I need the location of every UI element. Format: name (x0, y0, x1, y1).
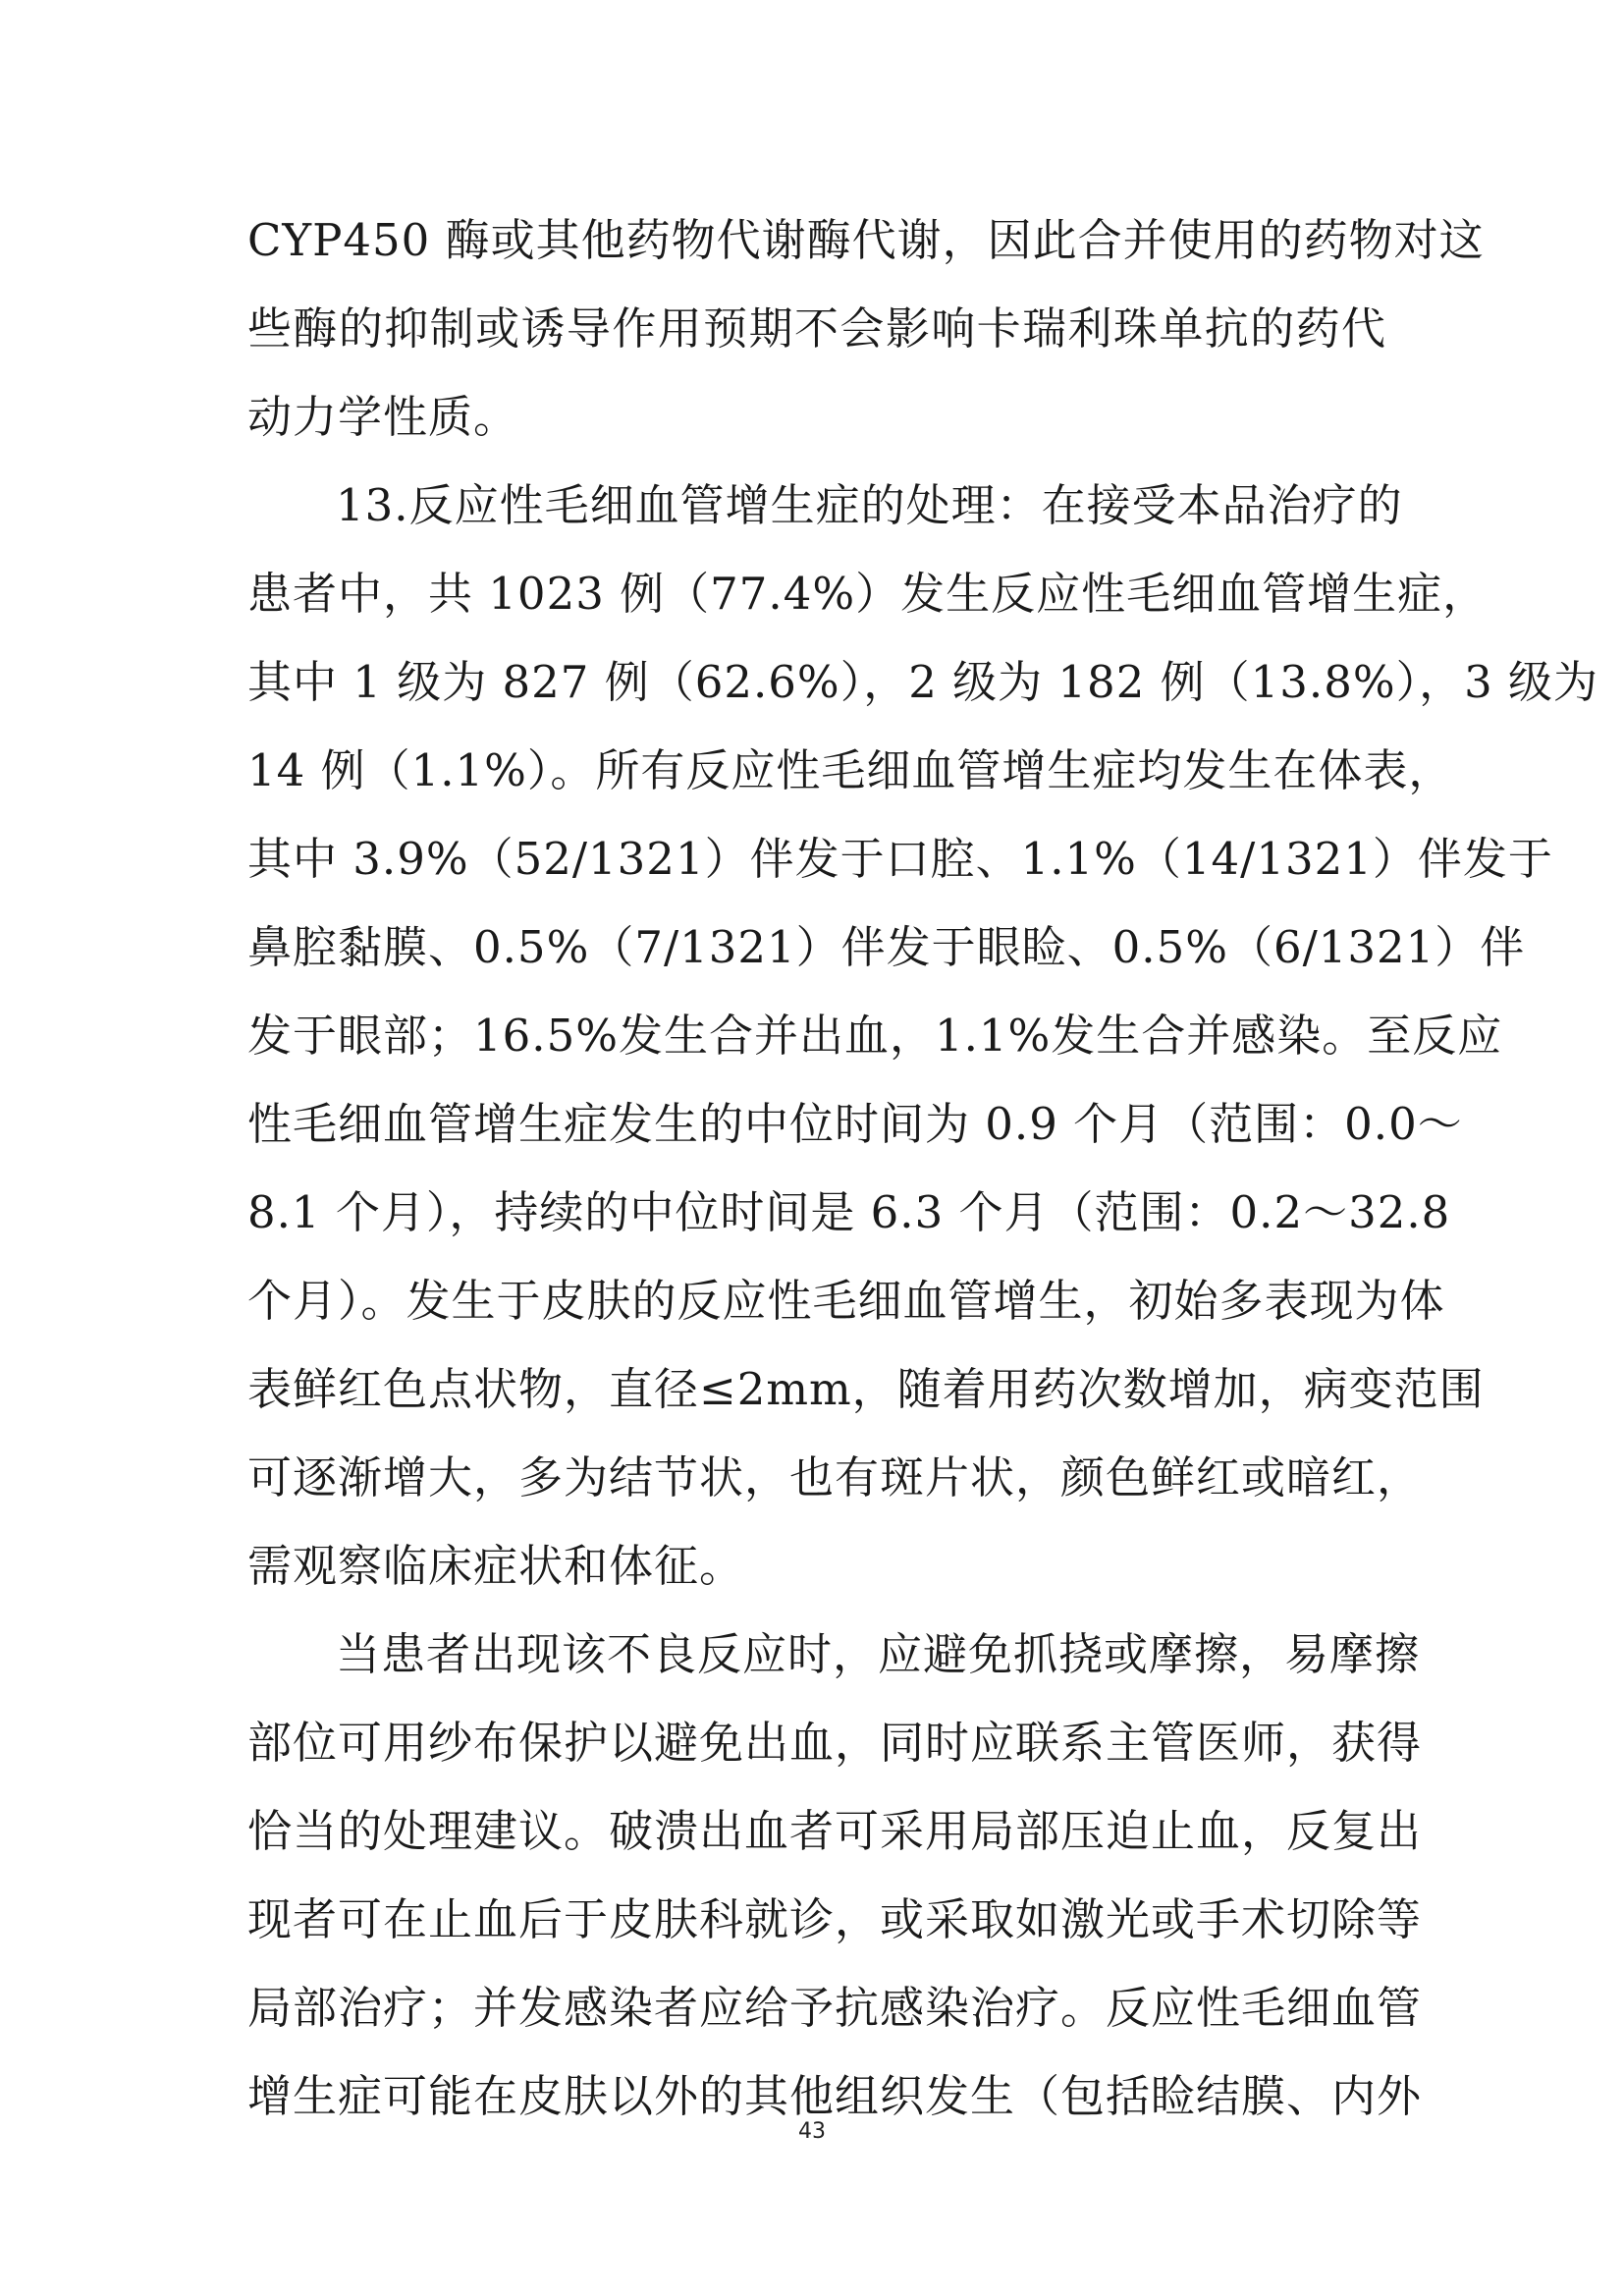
text-line: 些酶的抑制或诱导作用预期不会影响卡瑞利珠单抗的药代 (247, 302, 1386, 355)
text-line: 表鲜红色点状物，直径≤2mm，随着用药次数增加，病变范围 (247, 1363, 1485, 1415)
paragraph-first-line: 当患者出现该不良反应时，应避免抓挠或摩擦，易摩擦 (336, 1628, 1421, 1680)
text-line: 14 例（1.1%）。所有反应性毛细血管增生症均发生在体表， (247, 744, 1454, 796)
text-line: 患者中，共 1023 例（77.4%）发生反应性毛细血管增生症， (247, 568, 1489, 620)
text-line: 其中 3.9%（52/1321）伴发于口腔、1.1%（14/1321）伴发于 (247, 833, 1553, 885)
text-line: 可逐渐增大，多为结节状，也有斑片状，颜色鲜红或暗红， (247, 1451, 1423, 1503)
paragraph-first-line: 13.反应性毛细血管增生症的处理：在接受本品治疗的 (336, 479, 1403, 531)
text-line: 增生症可能在皮肤以外的其他组织发生（包括睑结膜、内外 (247, 2070, 1423, 2122)
text-line: 性毛细血管增生症发生的中位时间为 0.9 个月（范围：0.0～ (247, 1098, 1463, 1150)
text-line: 动力学性质。 (247, 391, 519, 443)
text-line: 局部治疗；并发感染者应给予抗感染治疗。反应性毛细血管 (247, 1982, 1423, 2034)
text-line: 个月）。发生于皮肤的反应性毛细血管增生，初始多表现为体 (247, 1275, 1445, 1327)
text-line: 鼻腔黏膜、0.5%（7/1321）伴发于眼睑、0.5%（6/1321）伴 (247, 921, 1526, 973)
text-line: 现者可在止血后于皮肤科就诊，或采取如激光或手术切除等 (247, 1893, 1423, 1945)
text-line: 8.1 个月），持续的中位时间是 6.3 个月（范围：0.2～32.8 (247, 1186, 1451, 1238)
text-line: 其中 1 级为 827 例（62.6%），2 级为 182 例（13.8%），3 级为 (247, 656, 1599, 708)
page-number: 43 (798, 2119, 826, 2144)
text-line: 发于眼部；16.5%发生合并出血，1.1%发生合并感染。至反应 (247, 1010, 1503, 1062)
text-line: 需观察临床症状和体征。 (247, 1540, 745, 1592)
text-line: CYP450 酶或其他药物代谢酶代谢，因此合并使用的药物对这 (247, 214, 1485, 266)
text-line: 部位可用纱布保护以避免出血，同时应联系主管医师，获得 (247, 1717, 1423, 1769)
text-line: 恰当的处理建议。破溃出血者可采用局部压迫止血，反复出 (247, 1805, 1423, 1857)
